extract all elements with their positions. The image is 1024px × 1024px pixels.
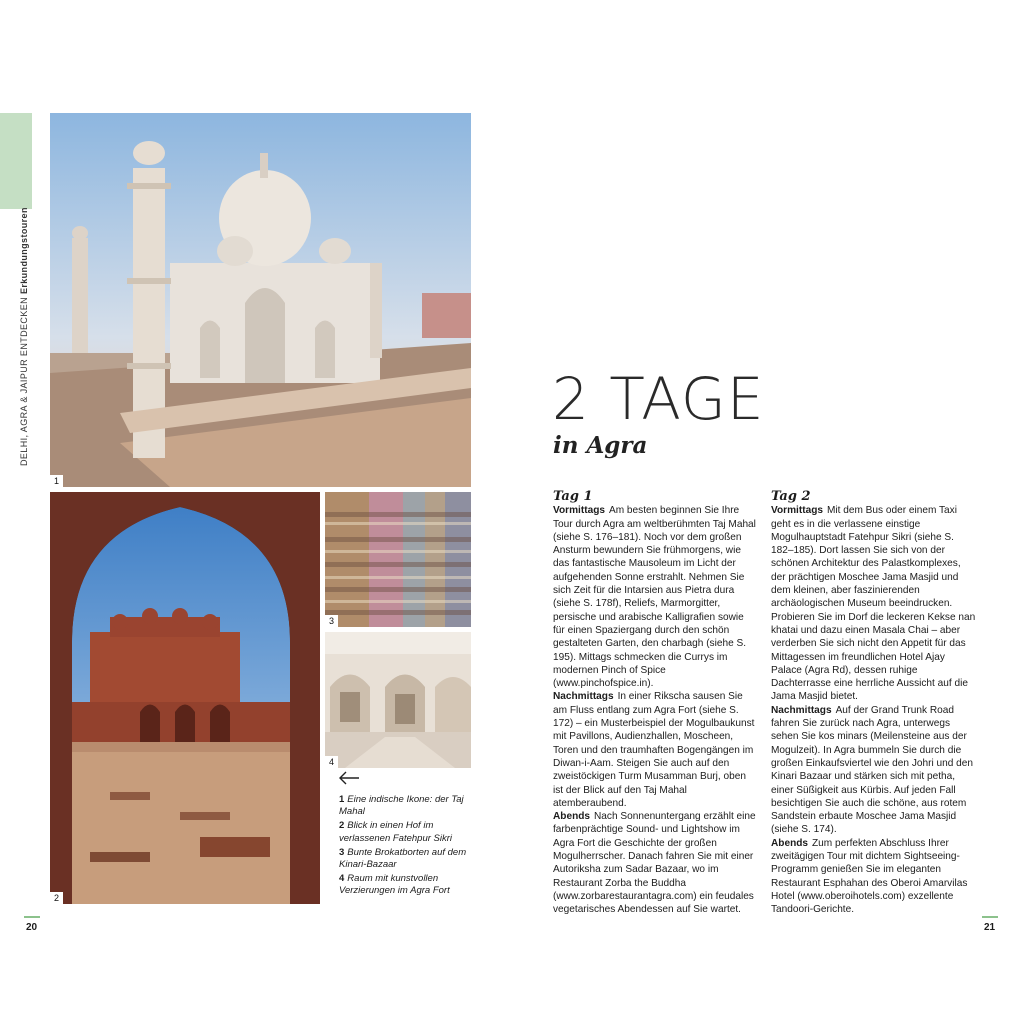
caption-item: 4 Raum mit kunstvollen Verzierungen im Agra Fort <box>339 873 450 897</box>
day2-morning: Vormittags Mit dem Bus oder einem Taxi geht es in die verlassene einstige Mogulhauptstadt Fatehpur Sikri (siehe S. 182–185). Dort lassen Sie sich von der schönen Architektur des Palastkomplexes, der prächtigen Moschee Jama Masjid und dem kleinen, aber faszinierenden archäologischen Museum beeindrucken. Probieren Sie im Dorf die leckeren Kekse nan khatai und dazu einen Masala Chai – aber verderben Sie sich nicht den Appetit für das Mittagessen im freundlichen Hotel Ajay Palace (Agra Rd), dessen ruhige Dachterrasse eine herrliche Aussicht auf die Jama Masjid bietet. <box>771 505 976 703</box>
page-number-right: 21 <box>984 922 996 933</box>
caption-item: 2 Blick in einen Hof im verlassenen Fatehpur Sikri <box>339 820 452 844</box>
day1-morning: Vormittags Am besten beginnen Sie Ihre Tour durch Agra am weltberühmten Taj Mahal (siehe S. 176–181). Noch vor dem großen Ansturm bewundern Sie frühmorgens, wie das fantastische Mausoleum im Licht der aufgehenden Sonne erstrahlt. Nehmen Sie sich Zeit für die Intarsien aus Pietra dura (siehe S. 178f), Reliefs, Marmorgitter, persische und arabische Kalligrafien sowie für einen Spaziergang durch den schön gestalteten Garten, den charbagh (siehe S. 195). Mittags schmecken die Currys im modernen Pinch of Spice (www.pinchofspice.in). <box>553 505 756 690</box>
day2-afternoon: Nachmittags Auf der Grand Trunk Road fahren Sie zurück nach Agra, unterwegs sehen Sie kos minars (Meilensteine aus der Mogulzeit). In Agra bummeln Sie durch die großen Einkaufsviertel wie den Johri und den Kinari Bazaar und stärken sich mit petha, einer Süßigkeit aus Kürbis. Auf jeden Fall besichtigen Sie auch die schöne, aus rotem Sandstein erbaute Moschee Jama Masjid (siehe S. 174). <box>771 704 973 836</box>
page-number-left: 20 <box>26 922 38 933</box>
day1-evening: Abends Nach Sonnenuntergang erzählt eine farbenprächtige Sound- und Lightshow im Agra Fort die Geschichte der großen Mogulherrscher. Danach fahren Sie mit einer Autoriksha zum Sadar Bazaar, wo im Restaurant Zorba the Buddha (www.zorbarestaurantagra.com) ein feudales vegetarisches Abendessen auf Sie wartet. <box>553 811 756 916</box>
section-name: Erkundungstouren <box>19 207 29 295</box>
day2-column <box>771 490 976 917</box>
agra-fort-hall-photo <box>325 632 471 768</box>
day2-heading: Tag 2 <box>771 489 811 504</box>
chapter-name: DELHI, AGRA & JAIPUR ENTDECKEN <box>19 296 29 466</box>
page-number-rule <box>24 916 40 918</box>
page-number-rule <box>982 916 998 918</box>
photo-number: 4 <box>325 756 338 768</box>
chapter-tab <box>0 113 32 209</box>
page-subtitle: in Agra <box>553 432 648 459</box>
day2-evening: Abends Zum perfekten Abschluss Ihrer zweitägigen Tour mit dichtem Sightseeing-Programm genießen Sie im eleganten Restaurant Esphahan des Oberoi Amarvilas Hotel (www.oberoihotels.com) exzellente Tandoori-Gerichte. <box>771 837 968 916</box>
day1-column <box>553 490 758 917</box>
photo-number: 1 <box>50 475 63 487</box>
fatehpur-sikri-photo <box>50 492 320 904</box>
day1-heading: Tag 1 <box>553 489 593 504</box>
day1-afternoon: Nachmittags In einer Rikscha sausen Sie am Fluss entlang zum Agra Fort (siehe S. 172) – ein Musterbeispiel der Mogulbaukunst mit Pavillons, Audienzhallen, Moscheen, Toren und den traumhaften Bogengängen im Diwan-i-Aam. Steigen Sie auch auf den zweistöckigen Turm Musamman Burj, oben ist der Blick auf den Taj Mahal atemberaubend. <box>553 691 755 809</box>
arrow-left-icon <box>338 771 360 785</box>
page-title: 2 TAGE <box>552 365 765 433</box>
caption-item: 1 Eine indische Ikone: der Taj Mahal <box>339 794 464 818</box>
chapter-side-label <box>19 206 29 466</box>
photo-number: 3 <box>325 615 338 627</box>
brocade-photo <box>325 492 471 627</box>
taj-mahal-photo <box>50 113 471 487</box>
photo-captions <box>339 794 469 900</box>
caption-item: 3 Bunte Brokatborten auf dem Kinari-Bazaar <box>339 846 467 871</box>
photo-number: 2 <box>50 892 63 904</box>
